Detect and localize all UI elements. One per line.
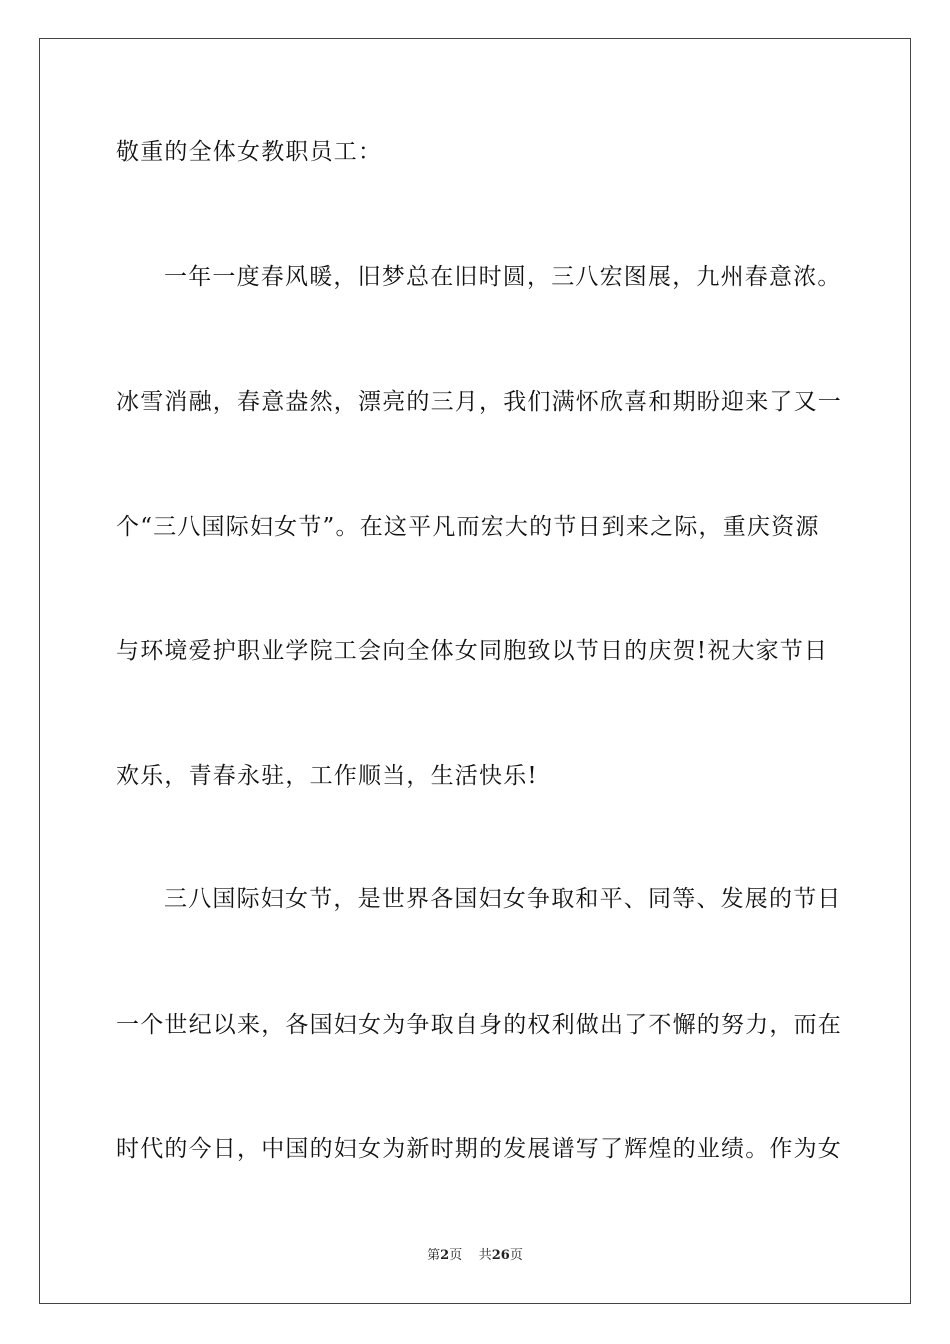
page-border bbox=[39, 38, 911, 1304]
paragraph-1-line-5: 欢乐，青春永驻，工作顺当，生活快乐! bbox=[116, 763, 538, 789]
paragraph-2-line-3: 时代的今日，中国的妇女为新时期的发展谱写了辉煌的业绩。作为女 bbox=[116, 1136, 842, 1162]
paragraph-1-line-1: 一年一度春风暖，旧梦总在旧时圆，三八宏图展，九州春意浓。 bbox=[164, 264, 842, 290]
paragraph-1-line-2: 冰雪消融，春意盎然，漂亮的三月，我们满怀欣喜和期盼迎来了又一 bbox=[116, 389, 842, 415]
total-suffix: 页 bbox=[509, 1248, 523, 1263]
page-suffix: 页 bbox=[449, 1248, 463, 1263]
page-footer bbox=[0, 1247, 950, 1265]
page-prefix: 第 bbox=[427, 1248, 441, 1263]
paragraph-1-line-4: 与环境爱护职业学院工会向全体女同胞致以节日的庆贺!祝大家节日 bbox=[116, 638, 829, 664]
page-number: 2 bbox=[440, 1248, 450, 1263]
total-prefix: 共 bbox=[478, 1248, 492, 1263]
total-pages: 26 bbox=[491, 1248, 510, 1263]
paragraph-2-line-2: 一个世纪以来，各国妇女为争取自身的权利做出了不懈的努力，而在 bbox=[116, 1012, 842, 1038]
paragraph-1-line-3: 个“三八国际妇女节”。在这平凡而宏大的节日到来之际，重庆资源 bbox=[116, 514, 820, 540]
paragraph-2-line-1: 三八国际妇女节，是世界各国妇女争取和平、同等、发展的节日 bbox=[164, 886, 842, 912]
salutation-line: 敬重的全体女教职员工： bbox=[116, 139, 383, 165]
